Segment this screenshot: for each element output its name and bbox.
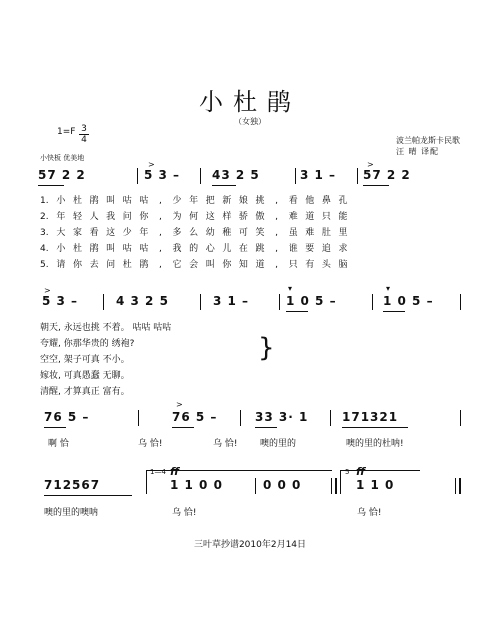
dynamic-ff: ff <box>356 465 366 478</box>
measure-3-2: 76 5 – <box>172 410 218 424</box>
lyric-line: 啊 恰 <box>48 439 69 449</box>
footer-note: 三叶草抄谱2010年2月14日 <box>193 540 307 550</box>
measure-1-5: 57 2 2 <box>363 168 411 182</box>
measure-3-1: 76 5 – <box>44 410 90 424</box>
lyric-line: 乌 恰! <box>172 508 197 518</box>
accent-mark: > <box>176 400 183 409</box>
page-title: 小杜鹃 <box>199 88 301 116</box>
accent-mark: > <box>44 286 51 295</box>
lyric-line: 噢的里的噢呐 <box>44 508 99 518</box>
time-top: 3 <box>81 124 87 134</box>
measure-4-4: 1 1 0 <box>356 478 395 492</box>
translator-credit: 汪 晴 译配 <box>396 147 440 156</box>
key-signature: 1=F <box>57 127 76 137</box>
volta-2: 5 <box>345 468 350 476</box>
lyric-line-4: 嫁妆, 可真愚蠢 无聊。 <box>40 371 130 381</box>
lyric-line: 噢的里的 <box>260 439 297 449</box>
lyric-line-4: 4. 小 杜 鹃 叫 咕 咕 , 我 的 心 儿 在 跳 , 谁 要 追 求 <box>40 244 348 254</box>
accent-mark: > <box>367 160 374 169</box>
lyric-line-3: 空空, 架子可真 不小。 <box>40 355 130 365</box>
measure-1-3: 43 2 5 <box>212 168 260 182</box>
lyric-line: 乌 恰! <box>357 508 382 518</box>
measure-4-2: 1 1 0 0 <box>170 478 223 492</box>
lyric-line-2: 夸耀, 你那华贵的 绣袍? <box>40 339 135 349</box>
measure-2-3: 3 1 – <box>213 294 250 308</box>
lyric-line-1: 1. 小 杜 鹃 叫 咕 咕 , 少 年 把 新 娘 挑 , 看 他 鼻 孔 <box>40 196 348 206</box>
measure-2-4: 1 0 5 – <box>286 294 337 308</box>
measure-1-1: 57 2 2 <box>38 168 86 182</box>
measure-3-4: 171321 <box>342 410 399 424</box>
tempo-marking: 小快板 优美地 <box>40 154 85 162</box>
lyric-line-3: 3. 大 家 看 这 少 年 , 多 么 幼 稚 可 笑 , 虽 难 肚 里 <box>40 228 348 238</box>
lyric-line: 乌 恰! <box>213 439 238 449</box>
measure-1-4: 3 1 – <box>300 168 337 182</box>
repeat-brace: } <box>258 333 275 363</box>
measure-4-3: 0 0 0 <box>263 478 302 492</box>
measure-1-2: 5 3 – <box>144 168 181 182</box>
time-signature <box>79 124 89 145</box>
subtitle: （女独） <box>234 117 266 126</box>
measure-2-2: 4 3 2 5 <box>116 294 169 308</box>
accent-mark: ▾ <box>288 284 293 293</box>
volta-1: 1—4 <box>150 468 166 476</box>
lyric-line-2: 2. 年 轻 人 我 问 你 , 为 何 这 样 骄 傲 , 难 道 只 能 <box>40 212 348 222</box>
lyric-line-5: 清醒, 才算真正 富有。 <box>40 387 130 397</box>
lyric-line-1: 朝天, 永远也挑 不着。 咕咕 咕咕 <box>40 323 172 333</box>
measure-2-5: 1 0 5 – <box>383 294 434 308</box>
lyric-line: 乌 恰! <box>138 439 163 449</box>
measure-4-1: 712567 <box>44 478 101 492</box>
time-bottom: 4 <box>79 134 89 145</box>
lyric-line: 噢的里的杜呐! <box>346 439 404 449</box>
dynamic-ff: ff <box>170 465 180 478</box>
accent-mark: > <box>148 160 155 169</box>
accent-mark: ▾ <box>386 284 391 293</box>
origin-credit: 波兰帕龙斯卡民歌 <box>396 136 460 145</box>
measure-2-1: 5 3 – <box>42 294 79 308</box>
measure-3-3: 33 3· 1 <box>255 410 309 424</box>
lyric-line-5: 5. 请 你 去 问 杜 鹃 , 它 会 叫 你 知 道 , 只 有 头 脑 <box>40 260 348 270</box>
